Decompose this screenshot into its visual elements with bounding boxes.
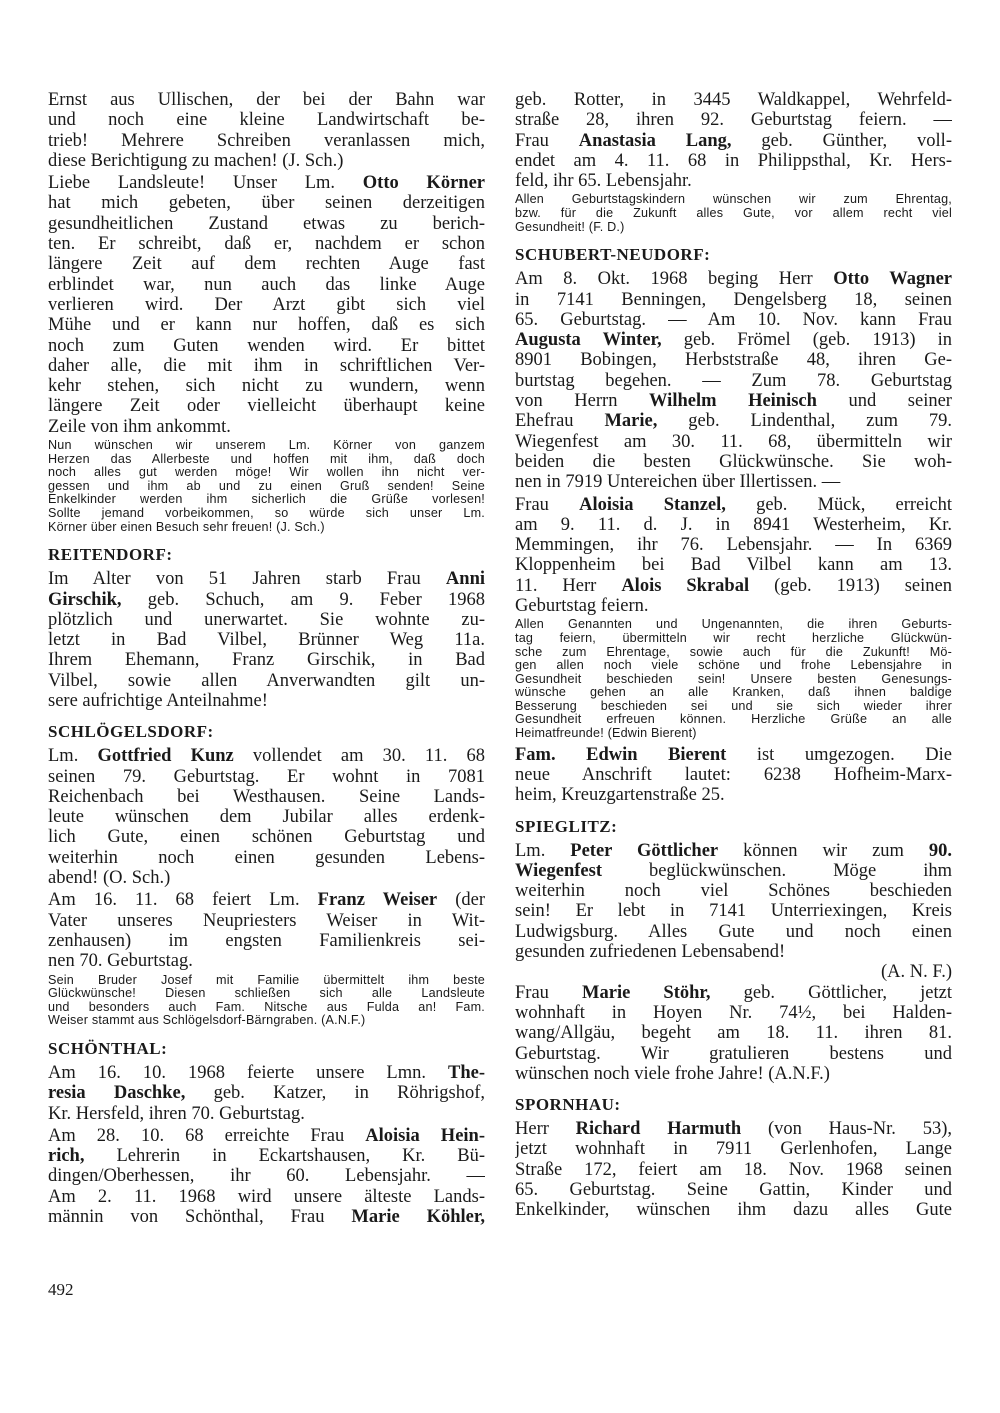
text-segment: (A. N. F.) — [881, 962, 952, 983]
text-segment: geb. Rotter, in 3445 Waldkappel, Wehrfeld- — [515, 90, 952, 110]
text-segment: Gesundheit erfreuen können. Herzliche Grüße an alle — [515, 713, 952, 727]
text-segment: noch alles gut werden möge! Wir wollen ihn nicht ver- — [48, 466, 485, 480]
text-line — [48, 295, 485, 315]
text-line — [48, 590, 485, 610]
text-segment: Kr. Hersfeld, ihren 70. Geburtstag. — [48, 1103, 305, 1124]
paragraph — [515, 90, 952, 191]
text-line — [48, 1063, 485, 1083]
text-segment: nen in 7919 Untereichen über Illertissen. — — [515, 472, 841, 493]
text-line — [515, 1119, 952, 1139]
text-line — [515, 1180, 952, 1200]
text-line — [515, 1023, 952, 1043]
text-segment: Frau — [515, 130, 579, 151]
bold-name: Franz Weiser — [317, 890, 438, 911]
text-segment: 65. Geburtstag. — Am 10. Nov. kann Frau — [515, 309, 952, 330]
text-segment: Mühe und er kann nur hoffen, daß es sich — [48, 315, 485, 336]
text-line — [515, 922, 952, 942]
paragraph — [48, 1063, 485, 1124]
paragraph — [515, 983, 952, 1084]
text-segment: Geburtstag. Wir gratulieren bestens und — [515, 1043, 952, 1064]
text-segment: Glückwünsche! Diesen schließen sich alle Landsleute — [48, 987, 485, 1001]
text-line — [48, 439, 485, 453]
text-segment: können wir zum — [718, 840, 929, 861]
text-line — [48, 650, 485, 670]
text-segment: geb. Katzer, in Röhrigshof, — [185, 1083, 485, 1104]
text-line — [515, 983, 952, 1003]
text-line — [48, 1038, 485, 1060]
text-segment: in 7141 Benningen, Dengelsberg 18, seinen — [515, 289, 952, 310]
paragraph — [48, 890, 485, 971]
text-segment: ist umgezogen. Die — [726, 744, 952, 765]
text-segment: Wiegenfest am 30. 11. 68, übermitteln wir — [515, 431, 952, 452]
text-segment: SPORNHAU: — [515, 1095, 621, 1115]
text-line — [515, 452, 952, 472]
text-line — [48, 1014, 485, 1028]
text-segment: weiterhin noch einen gesunden Lebens- — [48, 847, 485, 868]
text-segment: lich Gute, einen schönen Geburtstag und — [48, 827, 485, 848]
text-line — [48, 275, 485, 295]
section-heading — [515, 1094, 952, 1116]
text-line — [48, 848, 485, 868]
text-segment: geb. Mück, erreicht — [725, 494, 952, 515]
text-line — [48, 1207, 485, 1227]
bold-name: resia Daschke, — [48, 1083, 186, 1104]
text-segment: Reichenbach bei Westhausen. Seine Lands- — [48, 786, 485, 807]
text-line — [48, 315, 485, 335]
text-segment: wang/Allgäu, begeht am 18. 11. ihren 81. — [515, 1023, 952, 1044]
text-segment: Sollte jemand vorbeikommen, so würde sich unser Lm. — [48, 507, 485, 521]
text-segment: Gesundheit! (F. D.) — [515, 220, 625, 234]
text-segment: Lehrerin in Eckartshausen, Kr. Bü- — [84, 1146, 485, 1167]
text-line — [48, 544, 485, 566]
text-segment: burtstag begehen. — Zum 78. Geburtstag — [515, 370, 952, 391]
bold-name: Alois Skrabal — [621, 575, 750, 596]
text-segment: vollendet am 30. 11. 68 — [233, 746, 485, 767]
text-line — [515, 1094, 952, 1116]
text-segment: Weiser stammt aus Schlögelsdorf-Bärngraben. (A.N.F.) — [48, 1014, 366, 1028]
text-segment: Lm. — [48, 746, 98, 767]
text-segment: abend! (O. Sch.) — [48, 868, 171, 889]
text-segment: sche zum Ehrentage, sowie auch für die Zukunft! Mö- — [515, 645, 952, 659]
text-line — [48, 1166, 485, 1186]
paragraph — [515, 1119, 952, 1220]
text-segment: Im Alter von 51 Jahren starb Frau — [48, 569, 446, 590]
text-line — [515, 962, 952, 982]
text-line — [515, 942, 952, 962]
text-line — [48, 173, 485, 193]
paragraph — [515, 269, 952, 492]
text-segment: geb. Günther, voll- — [731, 130, 952, 151]
text-segment: beglückwünschen. Möge ihm — [602, 860, 952, 881]
text-line — [48, 691, 485, 711]
text-segment: gessen und ihm ab und zu einen Gruß senden! Seine — [48, 479, 485, 493]
text-segment: heim, Kreuzgartenstraße 25. — [515, 785, 725, 806]
text-segment: diese Berichtigung zu machen! (J. Sch.) — [48, 150, 344, 171]
text-line — [48, 610, 485, 630]
text-segment: seinen 79. Geburtstag. Er wohnt in 7081 — [48, 766, 485, 787]
text-segment: Vater unseres Neupriesters Weiser in Wit- — [48, 910, 485, 931]
text-segment: wünsche gehen an alle Kranken, daß ihnen baldige — [515, 686, 952, 700]
text-segment: Allen Geburtstagskindern wünschen wir zum Ehrentag, — [515, 193, 952, 207]
text-line — [48, 131, 485, 151]
text-segment: männin von Schönthal, Frau — [48, 1207, 352, 1227]
text-line — [515, 411, 952, 431]
text-segment: geb. Schuch, am 9. Feber 1968 — [121, 589, 485, 610]
section-heading — [515, 244, 952, 266]
section-heading — [48, 544, 485, 566]
bold-name: Otto Wagner — [833, 269, 952, 290]
small-print-note — [515, 193, 952, 234]
text-line — [48, 110, 485, 130]
text-line — [48, 466, 485, 480]
text-segment: verlieren wird. Der Arzt gibt sich viel — [48, 294, 485, 315]
bold-name: The- — [448, 1062, 485, 1083]
text-line — [515, 881, 952, 901]
text-line — [48, 868, 485, 888]
text-segment: gen allen noch viele schöne und frohe Lebensjahre in — [515, 659, 952, 673]
text-line — [515, 745, 952, 765]
text-line — [515, 110, 952, 130]
text-line — [48, 827, 485, 847]
text-line — [48, 90, 485, 110]
text-segment: gesundheitlichen Zustand etwas zu berich- — [48, 213, 485, 234]
text-segment: wünschen noch viele frohe Jahre! (A.N.F.) — [515, 1063, 830, 1084]
text-line — [515, 765, 952, 785]
text-line — [515, 861, 952, 881]
paragraph — [48, 746, 485, 888]
text-segment: Ludwigsburg. Alles Gute und noch einen — [515, 921, 952, 942]
text-line — [48, 721, 485, 743]
text-line — [48, 151, 485, 171]
text-segment: plötzlich und unerwartet. Sie wohnte zu- — [48, 609, 485, 630]
text-line — [515, 1003, 952, 1023]
text-segment: 65. Geburtstag. Seine Gattin, Kinder und — [515, 1180, 952, 1200]
text-segment: von Herrn — [515, 391, 650, 412]
small-print-note — [48, 974, 485, 1028]
text-line — [48, 911, 485, 931]
text-segment: Zeile von ihm ankommt. — [48, 416, 231, 437]
text-line — [48, 1104, 485, 1124]
text-segment: Am 8. Okt. 1968 beging Herr — [515, 269, 834, 290]
text-line — [515, 350, 952, 370]
text-line — [515, 596, 952, 616]
paragraph — [515, 745, 952, 806]
text-segment: SCHUBERT-NEUDORF: — [515, 245, 711, 265]
text-line — [515, 330, 952, 350]
bold-name: Otto Körner — [362, 173, 485, 194]
text-segment: zenhausen) im engsten Familienkreis sei- — [48, 930, 485, 951]
text-line — [48, 376, 485, 396]
text-line — [515, 221, 952, 235]
bold-name: rich, — [48, 1146, 85, 1167]
text-segment: Liebe Landsleute! Unser Lm. — [48, 173, 363, 194]
paragraph — [48, 569, 485, 711]
text-line — [48, 453, 485, 467]
text-segment: Geburtstag feiern. — [515, 596, 649, 617]
text-segment: beiden die besten Glückwünsche. Sie woh- — [515, 451, 952, 472]
bold-name: Peter Göttlicher — [570, 840, 719, 861]
text-segment: Körner über einen Besuch sehr freuen! (J. Sch.) — [48, 520, 325, 534]
text-line — [48, 987, 485, 1001]
paragraph — [48, 90, 485, 171]
text-line — [515, 785, 952, 805]
text-line — [48, 951, 485, 971]
text-segment: leute wünschen dem Jubilar alles erdenk- — [48, 807, 485, 828]
left-column — [48, 90, 485, 1227]
text-segment: längere Zeit oder vielleicht überhaupt keine — [48, 396, 485, 417]
text-line — [48, 1146, 485, 1166]
text-line — [48, 254, 485, 274]
text-line — [48, 521, 485, 535]
text-line — [48, 1001, 485, 1015]
text-line — [48, 1083, 485, 1103]
text-segment: Ehefrau — [515, 411, 605, 432]
text-line — [48, 417, 485, 437]
bold-name: Marie, — [604, 411, 658, 432]
text-segment: (geb. 1913) seinen — [749, 575, 952, 596]
text-line — [515, 646, 952, 660]
text-segment: Sein Bruder Josef mit Familie übermittelt ihm beste — [48, 973, 485, 987]
text-line — [48, 569, 485, 589]
text-line — [515, 310, 952, 330]
text-segment: Memmingen, ihr 76. Lebensjahr. — In 6369 — [515, 535, 952, 556]
paragraph — [515, 495, 952, 617]
text-line — [515, 816, 952, 838]
text-line — [48, 1187, 485, 1207]
text-segment: dingen/Oberhessen, ihr 60. Lebensjahr. — — [48, 1166, 485, 1187]
text-segment: geb. Göttlicher, jetzt — [710, 982, 952, 1003]
bold-name: Wiegenfest — [515, 860, 602, 881]
text-line — [515, 841, 952, 861]
bold-name: Fam. Edwin Bierent — [515, 744, 727, 765]
text-line — [515, 90, 952, 110]
text-segment: und seiner — [816, 391, 952, 412]
text-segment: trieb! Mehrere Schreiben veranlassen mich, — [48, 130, 485, 151]
text-segment: Am 2. 11. 1968 wird unsere älteste Lands- — [48, 1186, 485, 1207]
text-line — [515, 618, 952, 632]
section-heading — [515, 816, 952, 838]
text-line — [515, 371, 952, 391]
text-line — [48, 931, 485, 951]
bold-name: Marie Stöhr, — [582, 982, 711, 1003]
text-line — [515, 515, 952, 535]
text-segment: 11. Herr — [515, 575, 622, 596]
text-line — [48, 193, 485, 213]
text-line — [48, 336, 485, 356]
text-line — [515, 700, 952, 714]
bold-name: Richard Harmuth — [575, 1119, 742, 1140]
text-line — [48, 507, 485, 521]
text-segment: Ernst aus Ullischen, der bei der Bahn war — [48, 90, 485, 110]
text-line — [515, 659, 952, 673]
text-segment: hat mich gebeten, über seinen derzeitigen — [48, 193, 485, 214]
text-segment: Am 28. 10. 68 erreichte Frau — [48, 1125, 366, 1146]
text-line — [515, 673, 952, 687]
signature-line — [515, 962, 952, 982]
text-line — [515, 1200, 952, 1220]
text-line — [515, 713, 952, 727]
small-print-note — [48, 439, 485, 534]
text-line — [48, 767, 485, 787]
text-segment: Nun wünschen wir unserem Lm. Körner von ganzem — [48, 439, 485, 453]
text-segment: SPIEGLITZ: — [515, 816, 618, 836]
text-segment: Ihrem Ehemann, Franz Girschik, in Bad — [48, 650, 485, 671]
text-line — [515, 686, 952, 700]
text-segment: (von Haus-Nr. 53), — [741, 1119, 952, 1140]
bold-name: Wilhelm Heinisch — [649, 391, 817, 412]
text-segment: endet am 4. 11. 68 in Philippsthal, Kr. Hers- — [515, 150, 952, 171]
text-line — [515, 244, 952, 266]
text-line — [515, 1064, 952, 1084]
text-line — [48, 396, 485, 416]
text-segment: letzt in Bad Vilbel, Brünner Weg 11a. — [48, 630, 485, 651]
text-line — [515, 472, 952, 492]
text-line — [515, 576, 952, 596]
text-segment: REITENDORF: — [48, 545, 173, 565]
text-line — [48, 493, 485, 507]
text-line — [515, 1139, 952, 1159]
text-line — [515, 269, 952, 289]
text-line — [48, 890, 485, 910]
text-segment: straße 28, ihren 92. Geburtstag feiern. — — [515, 110, 952, 131]
text-segment: geb. Lindenthal, zum 79. — [657, 411, 952, 432]
section-heading — [48, 1038, 485, 1060]
text-segment: kehr stehen, sich nicht zu wundern, wenn — [48, 376, 485, 397]
text-segment: ten. Er schreibt, daß er, nachdem er schon — [48, 234, 485, 255]
text-line — [48, 671, 485, 691]
bold-name: Marie Köhler, — [351, 1207, 485, 1227]
text-segment: Straße 172, feiert am 18. Nov. 1968 seinen — [515, 1159, 952, 1180]
text-line — [48, 807, 485, 827]
bold-name: 90. — [928, 840, 952, 861]
text-segment: nen 70. Geburtstag. — [48, 951, 193, 972]
text-line — [48, 630, 485, 650]
text-segment: neue Anschrift lautet: 6238 Hofheim-Marx- — [515, 764, 952, 785]
text-segment: Herr — [515, 1119, 576, 1140]
bold-name: Anni — [445, 569, 485, 590]
text-segment: Enkelkinder, wünschen ihm dazu alles Gute — [515, 1200, 952, 1221]
text-segment: weiterhin noch viel Schönes beschieden — [515, 881, 952, 902]
text-segment: längere Zeit auf dem rechten Auge fast — [48, 254, 485, 275]
text-line — [515, 1160, 952, 1180]
text-line — [515, 193, 952, 207]
text-segment: SCHLÖGELSDORF: — [48, 722, 214, 742]
bold-name: Girschik, — [48, 589, 122, 610]
text-segment: geb. Frömel (geb. 1913) in — [661, 330, 952, 351]
text-segment: Allen Genannten und Ungenannten, die ihren Geburts- — [515, 618, 952, 632]
text-segment: noch zum Guten wenden wird. Er bittet — [48, 335, 485, 356]
text-segment: Am 16. 10. 1968 feierte unsere Lmn. — [48, 1062, 448, 1083]
text-line — [48, 356, 485, 376]
text-segment: sein! Er lebt in 7141 Unterriexingen, Kreis — [515, 901, 952, 922]
text-segment: bzw. für die Zukunft alles Gute, vor allem recht viel — [515, 207, 952, 221]
page-number: 492 — [48, 1280, 74, 1299]
section-heading — [48, 721, 485, 743]
text-line — [515, 207, 952, 221]
text-line — [48, 480, 485, 494]
text-line — [48, 746, 485, 766]
bold-name: Anastasia Lang, — [578, 130, 732, 151]
text-segment: Herzen das Allerbeste und hoffen mit ihm, daß doch — [48, 452, 485, 466]
text-segment: wohnhaft in Hoyen Nr. 74½, bei Halden- — [515, 1002, 952, 1023]
text-line — [515, 131, 952, 151]
text-segment: am 9. 11. d. J. in 8941 Westerheim, Kr. — [515, 514, 952, 535]
text-line — [48, 787, 485, 807]
text-segment: 8901 Bobingen, Herbststraße 48, ihren Ge- — [515, 350, 952, 371]
text-segment: und besonders auch Fam. Nitsche aus Fulda an! Fam. — [48, 1000, 485, 1014]
text-segment: gesunden zufriedenen Lebensabend! — [515, 942, 786, 963]
text-line — [515, 901, 952, 921]
text-line — [515, 151, 952, 171]
text-line — [515, 1044, 952, 1064]
text-segment: Heimatfreunde! (Edwin Bierent) — [515, 727, 697, 741]
text-line — [48, 1126, 485, 1146]
text-segment: sere aufrichtige Anteilnahme! — [48, 690, 268, 711]
text-segment: Enkelkinder werden ihm sicherlich die Grüße vorlesen! — [48, 493, 485, 507]
text-line — [48, 234, 485, 254]
text-segment: Frau — [515, 982, 583, 1003]
text-line — [515, 535, 952, 555]
paragraph — [48, 1126, 485, 1227]
text-segment: Lm. — [515, 840, 571, 861]
bold-name: Aloisia Stanzel, — [579, 494, 726, 515]
text-line — [515, 391, 952, 411]
text-segment: tag feiern, übermitteln wir recht herzliche Glückwün- — [515, 631, 952, 645]
text-line — [515, 171, 952, 191]
text-segment: Kloppenheim bei Bad Vilbel kann am 13. — [515, 555, 952, 576]
text-line — [515, 727, 952, 741]
text-segment: daher alle, die mit ihm in schriftlichen Ver- — [48, 355, 485, 376]
paragraph — [48, 173, 485, 437]
text-line — [515, 432, 952, 452]
text-segment: jetzt wohnhaft in 7911 Gerlenhofen, Lange — [515, 1139, 952, 1160]
text-segment: (der — [437, 890, 485, 911]
text-segment: und noch eine kleine Landwirtschaft be- — [48, 110, 485, 131]
text-segment: feld, ihr 65. Lebensjahr. — [515, 171, 692, 192]
text-line — [515, 290, 952, 310]
text-segment: erblindet war, nun auch das linke Auge — [48, 274, 485, 295]
text-line — [515, 632, 952, 646]
bold-name: Augusta Winter, — [515, 330, 662, 351]
right-column — [515, 90, 952, 1221]
bold-name: Gottfried Kunz — [97, 746, 234, 767]
text-line — [515, 495, 952, 515]
text-segment: SCHÖNTHAL: — [48, 1038, 168, 1058]
text-segment: Am 16. 11. 68 feiert Lm. — [48, 890, 318, 911]
bold-name: Aloisia Hein- — [365, 1125, 485, 1146]
text-segment: Besserung beschieden sei und sie sich wieder ihrer — [515, 699, 952, 713]
text-line — [48, 214, 485, 234]
text-segment: Vilbel, sowie allen Anverwandten gilt un- — [48, 670, 485, 691]
paragraph — [515, 841, 952, 963]
text-segment: Gesundheit beschieden sein! Unsere besten Genesungs- — [515, 672, 952, 686]
text-line — [48, 974, 485, 988]
text-segment: Frau — [515, 494, 580, 515]
small-print-note — [515, 618, 952, 740]
text-line — [515, 555, 952, 575]
